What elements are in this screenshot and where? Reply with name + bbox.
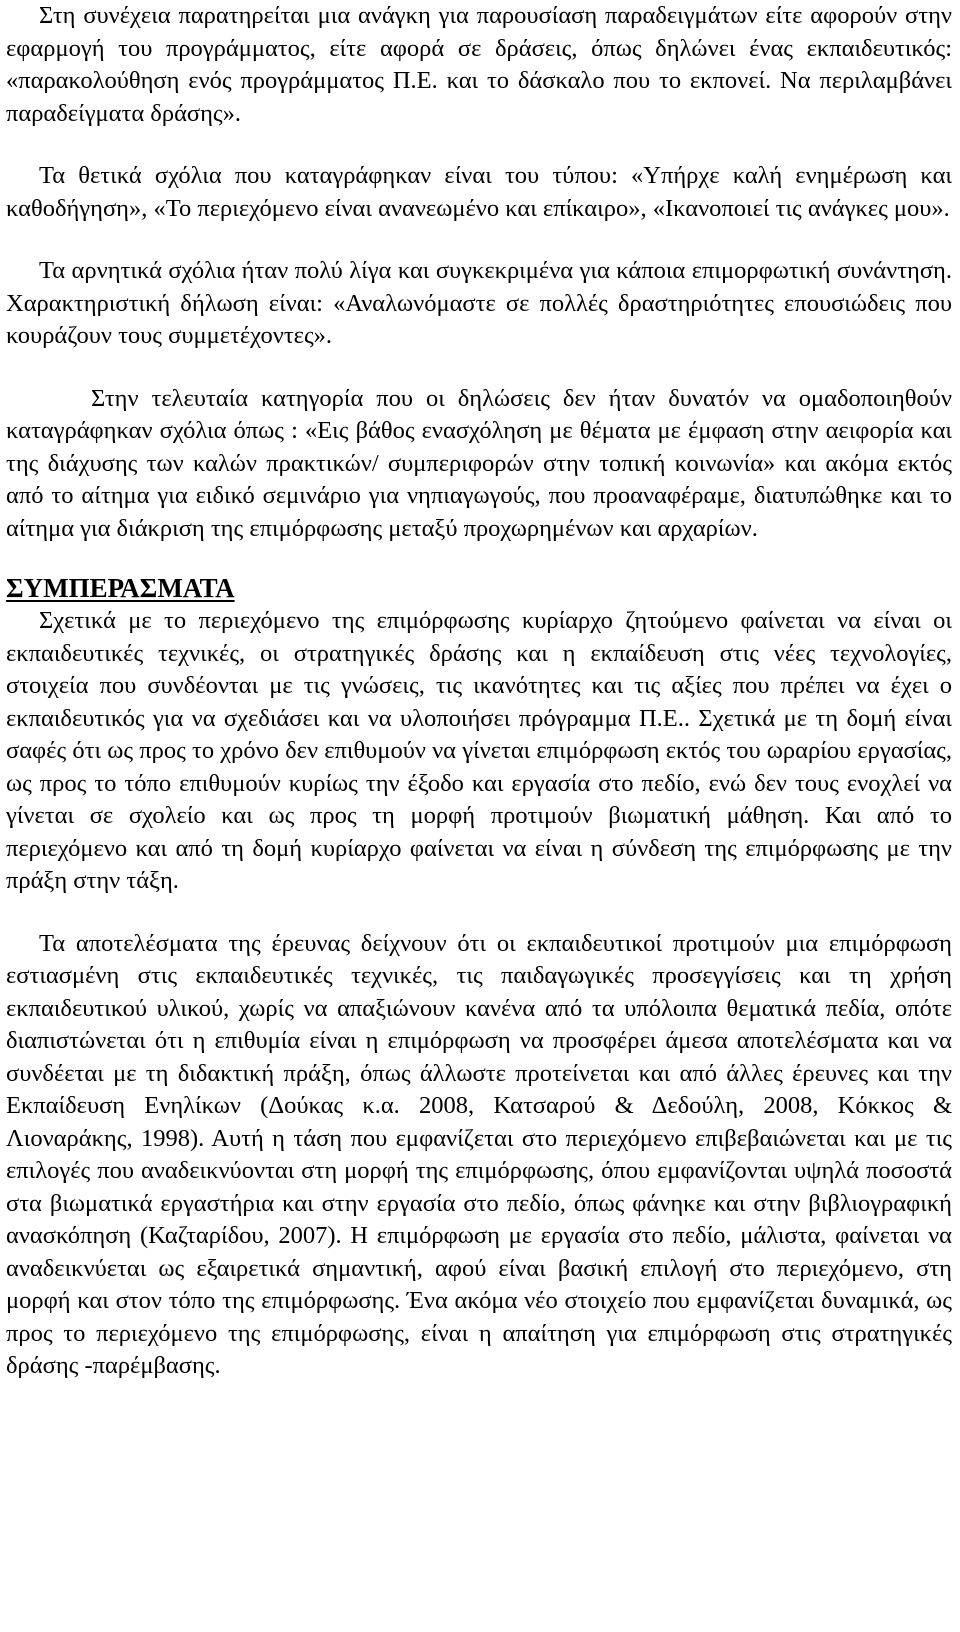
paragraph-negative-comments: Τα αρνητικά σχόλια ήταν πολύ λίγα και συγκεκριμένα για κάποια επιμορφωτική συνάντηση. Χαρακτηριστική δήλωση είναι: «Αναλωνόμαστε σε πολλές δραστηριότητες επουσιώδεις που κουράζουν τους συμμετέχοντες». xyxy=(6,257,952,349)
paragraph-spacer xyxy=(6,898,952,928)
paragraph-research-results: Τα αποτελέσματα της έρευνας δείχνουν ότι οι εκπαιδευτικοί προτιμούν μια επιμόρφωση εστιασμένη στις εκπαιδευτικές τεχνικές, τις παιδαγωγικές προσεγγίσεις και τη χρήση εκπαιδευτικού υλικού, χωρίς να απαξιώνουν κανένα από τα υπόλοιπα θεματικά πεδία, οπότε διαπιστώνεται ότι η επιθυμία είναι η επιμόρφωση να προσφέρει άμεσα αποτελέσματα και να συνδέεται με τη διδακτική πράξη, όπως άλλωστε προτείνεται και από άλλες έρευνες και την Εκπαίδευση Ενηλίκων (Δούκας κ.α. 2008, Κατσαρού & Δεδούλη, 2008, Κόκκος & Λιοναράκης, 1998). Αυτή η τάση που εμφανίζεται στο περιεχόμενο επιβεβαιώνεται και με τις επιλογές που αναδεικνύονται στη μορφή της επιμόρφωσης, όπου εμφανίζονται υψηλά ποσοστά στα βιωματικά εργαστήρια και στην εργασία στο πεδίο, όπως φάνηκε και στην βιβλιογραφική ανασκόπηση (Καζταρίδου, 2007). Η επιμόρφωση με εργασία στο πεδίο, μάλιστα, φαίνεται να αναδεικνύεται ως εξαιρετικά σημαντική, αφού είναι βασική επιλογή στο περιεχόμενο, στη μορφή και στον τόπο της επιμόρφωσης. Ένα ακόμα νέο στοιχείο που εμφανίζεται δυναμικά, ως προς το περιεχόμενο της επιμόρφωσης, είναι η απαίτηση για επιμόρφωση στις στρατηγικές δράσης -παρέμβασης. xyxy=(6,929,952,1379)
section-heading-conclusions: ΣΥΜΠΕΡΑΣΜΑΤΑ xyxy=(6,573,235,603)
paragraph-positive-comments: Τα θετικά σχόλια που καταγράφηκαν είναι του τύπου: «Υπήρχε καλή ενημέρωση και καθοδήγηση», «Το περιεχόμενο είναι ανανεωμένο και επίκαιρο», «Ικανοποιεί τις ανάγκες μου». xyxy=(6,162,952,222)
paragraph-spacer xyxy=(6,225,952,255)
paragraph-other-comments: Στην τελευταία κατηγορία που οι δηλώσεις δεν ήταν δυνατόν να ομαδοποιηθούν καταγράφηκαν σχόλια όπως : «Εις βάθος ενασχόληση με θέματα με έμφαση στην αειφορία και της διάχυσης των καλών πρακτικών/ συμπεριφορών στην τοπική κοινωνία» και ακόμα εκτός από το αίτημα για ειδικό σεμινάριο για νηπιαγωγούς, που προαναφέραμε, διατυπώθηκε και το αίτημα για διάκριση της επιμόρφωσης μεταξύ προχωρημένων και αρχαρίων. xyxy=(6,384,952,542)
paragraph-spacer xyxy=(6,130,952,160)
paragraph-examples-need: Στη συνέχεια παρατηρείται μια ανάγκη για παρουσίαση παραδειγμάτων είτε αφορούν στην εφαρμογή του προγράμματος, είτε αφορά σε δράσεις, όπως δηλώνει ένας εκπαιδευτικός: «παρακολούθηση ενός προγράμματος Π.Ε. και το δάσκαλο που το εκπονεί. Να περιλαμβάνει παραδείγματα δράσης». xyxy=(6,2,952,127)
paragraph-spacer xyxy=(6,545,952,569)
paragraph-conclusions-content: Σχετικά με το περιεχόμενο της επιμόρφωσης κυρίαρχο ζητούμενο φαίνεται να είναι οι εκπαιδευτικές τεχνικές, οι στρατηγικές δράσης και η εκπαίδευση στις νέες τεχνολογίες, στοιχεία που συνδέονται με τις γνώσεις, τις ικανότητες και τις αξίες που πρέπει να έχει ο εκπαιδευτικός για να σχεδιάσει και να υλοποιήσει πρόγραμμα Π.Ε.. Σχετικά με τη δομή είναι σαφές ότι ως προς το χρόνο δεν επιθυμούν να γίνεται επιμόρφωση εκτός του ωραρίου εργασίας, ως προς το τόπο επιθυμούν κυρίως την έξοδο και εργασία στο πεδίο, ενώ δεν τους ενοχλεί να γίνεται σε σχολείο και ως προς τη μορφή προτιμούν βιωματική μάθηση. Και από το περιεχόμενο και από τη δομή κυρίαρχο φαίνεται να είναι η σύνδεση της επιμόρφωσης με την πράξη στην τάξη. xyxy=(6,607,952,894)
paragraph-spacer xyxy=(6,353,952,383)
